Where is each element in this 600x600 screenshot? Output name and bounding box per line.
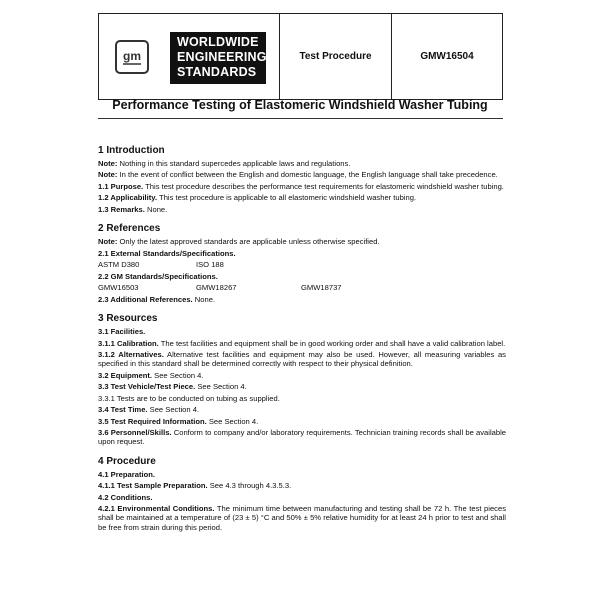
worldwide-engineering-standards-label	[170, 32, 266, 84]
paragraph: 1.2 Applicability. This test procedure is applicable to all elastomeric windshield washer tubing.	[98, 193, 417, 203]
reference-item: ISO 188	[196, 260, 224, 270]
reference-item: GMW18267	[196, 283, 237, 293]
section-heading: 2 References	[98, 223, 161, 235]
doc-type-cell	[280, 14, 392, 99]
document-title: Performance Testing of Elastomeric Windshield Washer Tubing	[112, 98, 488, 112]
doc-number-cell	[392, 14, 502, 99]
logo-cell	[99, 14, 280, 99]
title-divider	[98, 118, 503, 119]
section-heading: 3 Resources	[98, 313, 158, 325]
document-body	[98, 145, 506, 534]
reference-list	[98, 260, 506, 269]
section-heading: 4 Procedure	[98, 455, 156, 467]
wes-line: ENGINEERING	[177, 50, 267, 64]
paragraph: 4.1.1 Test Sample Preparation. See 4.3 through 4.3.5.3.	[98, 481, 292, 491]
wes-line: WORLDWIDE	[177, 35, 259, 49]
reference-item: ASTM D380	[98, 260, 140, 270]
reference-item: GMW16503	[98, 283, 139, 293]
paragraph: Note: Only the latest approved standards are applicable unless otherwise specified.	[98, 237, 380, 247]
paragraph: 4.1 Preparation.	[98, 469, 155, 479]
paragraph: 4.2 Conditions.	[98, 492, 153, 502]
paragraph: 3.3 Test Vehicle/Test Piece. See Section 4.	[98, 382, 247, 392]
reference-item: GMW18737	[301, 283, 342, 293]
paragraph: Note: In the event of conflict between the English and domestic language, the English language shall take precedence.	[98, 170, 498, 180]
paragraph: 3.4 Test Time. See Section 4.	[98, 405, 200, 415]
paragraph: 3.1.2 Alternatives. Alternative test facilities and equipment may also be used. However, all measuring variables as specified in this standard shall be determined correctly with respect to their physical definition.	[98, 350, 506, 369]
gm-logo	[115, 40, 149, 74]
paragraph: 3.6 Personnel/Skills. Conform to company and/or laboratory requirements. Technician training records shall be available upon request.	[98, 428, 506, 447]
paragraph: 2.1 External Standards/Specifications.	[98, 248, 236, 258]
wes-line: STANDARDS	[177, 65, 257, 79]
paragraph: 2.3 Additional References. None.	[98, 294, 216, 304]
paragraph: 2.2 GM Standards/Specifications.	[98, 271, 218, 281]
paragraph: 3.5 Test Required Information. See Section 4.	[98, 416, 259, 426]
svg-text:gm: gm	[123, 49, 141, 63]
paragraph: 3.2 Equipment. See Section 4.	[98, 370, 204, 380]
section-heading: 1 Introduction	[98, 145, 165, 156]
paragraph: 3.1 Facilities.	[98, 327, 146, 337]
paragraph: 4.2.1 Environmental Conditions. The minimum time between manufacturing and testing shall be 72 h. The test pieces shall be maintained at a temperature of (23 ± 5) °C and 50% ± 5% relative humidity for at least 24 h prior to test and shall be free from strain during this period.	[98, 504, 506, 532]
doc-number: GMW16504	[420, 51, 474, 62]
gm-logo-mark	[120, 47, 144, 67]
paragraph: 1.3 Remarks. None.	[98, 204, 168, 214]
document-header	[98, 13, 503, 100]
paragraph: 3.1.1 Calibration. The test facilities and equipment shall be in good working order and shall have a valid calibration label.	[98, 338, 506, 348]
paragraph: Note: Nothing in this standard supercedes applicable laws and regulations.	[98, 159, 351, 168]
paragraph: 3.3.1 Tests are to be conducted on tubing as supplied.	[98, 393, 280, 403]
doc-type: Test Procedure	[299, 51, 372, 62]
reference-list	[98, 283, 506, 292]
paragraph: 1.1 Purpose. This test procedure describes the performance test requirements for elastomeric windshield washer tubing.	[98, 181, 504, 191]
